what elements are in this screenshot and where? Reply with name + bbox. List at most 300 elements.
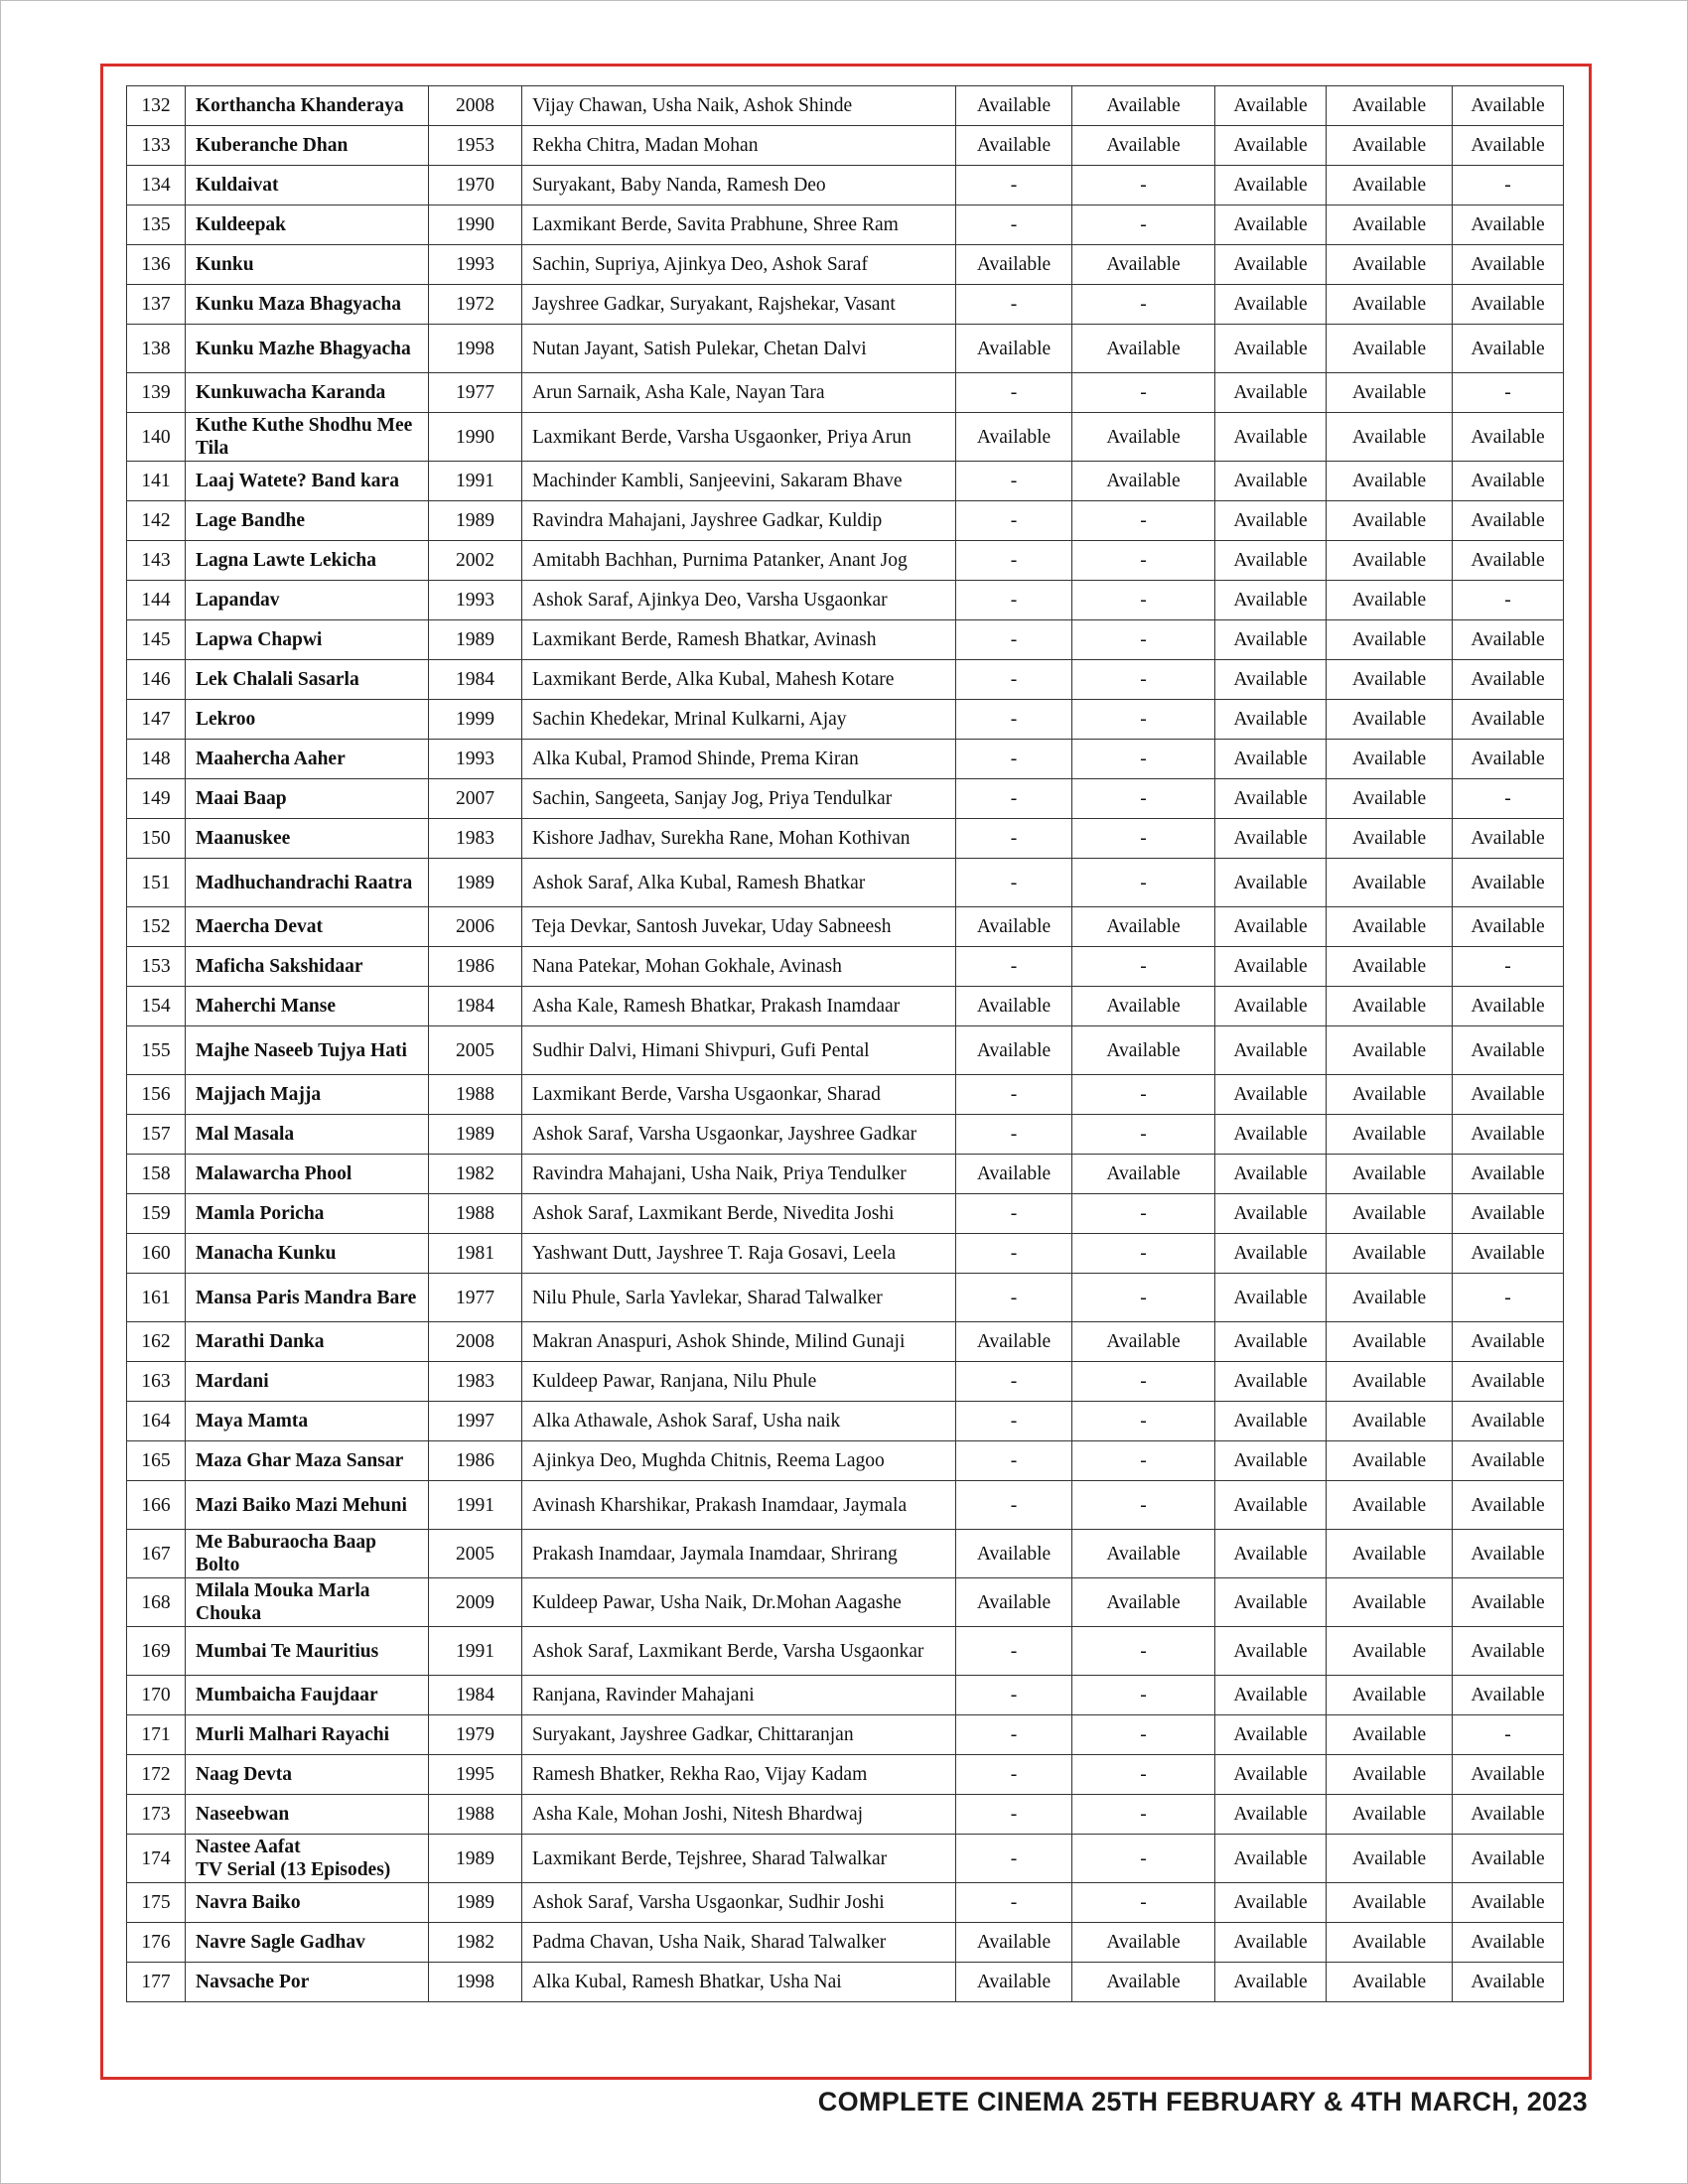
cast-cell: Laxmikant Berde, Ramesh Bhatkar, Avinash <box>522 620 956 660</box>
film-title-cell: Kuberanche Dhan <box>186 126 429 166</box>
film-title-cell: Lapandav <box>186 581 429 620</box>
availability-cell: - <box>956 1115 1072 1155</box>
availability-cell: Available <box>1453 987 1564 1026</box>
release-year-cell: 2008 <box>429 1322 522 1362</box>
availability-cell: - <box>1072 740 1215 779</box>
row-number-cell: 162 <box>127 1322 186 1362</box>
release-year-cell: 1990 <box>429 205 522 245</box>
row-number-cell: 171 <box>127 1715 186 1755</box>
table-row <box>127 1155 1564 1194</box>
availability-cell: Available <box>1215 1755 1327 1795</box>
availability-cell: Available <box>1453 325 1564 373</box>
availability-cell: Available <box>1327 779 1453 819</box>
table-row <box>127 325 1564 373</box>
cast-cell: Sachin, Supriya, Ajinkya Deo, Ashok Saraf <box>522 245 956 285</box>
film-title-cell: Kunkuwacha Karanda <box>186 373 429 413</box>
release-year-cell: 1993 <box>429 581 522 620</box>
availability-cell: - <box>1072 620 1215 660</box>
availability-cell: Available <box>1215 501 1327 541</box>
table-row <box>127 1795 1564 1835</box>
table-row <box>127 907 1564 947</box>
cast-cell: Ramesh Bhatker, Rekha Rao, Vijay Kadam <box>522 1755 956 1795</box>
availability-cell: Available <box>1327 166 1453 205</box>
table-row <box>127 819 1564 859</box>
availability-cell: - <box>1072 1274 1215 1322</box>
availability-cell: Available <box>1453 700 1564 740</box>
film-title-cell: Lagna Lawte Lekicha <box>186 541 429 581</box>
film-title-cell: Maai Baap <box>186 779 429 819</box>
availability-cell: Available <box>1215 907 1327 947</box>
film-title-cell: Mumbaicha Faujdaar <box>186 1676 429 1715</box>
availability-cell: Available <box>1215 1075 1327 1115</box>
availability-cell: - <box>956 859 1072 907</box>
availability-cell: - <box>956 1627 1072 1676</box>
table-row <box>127 987 1564 1026</box>
row-number-cell: 168 <box>127 1578 186 1627</box>
availability-cell: Available <box>1453 245 1564 285</box>
availability-cell: - <box>1072 779 1215 819</box>
availability-cell: - <box>1072 1115 1215 1155</box>
availability-cell: Available <box>956 325 1072 373</box>
row-number-cell: 155 <box>127 1026 186 1075</box>
table-row <box>127 1627 1564 1676</box>
availability-cell: Available <box>1215 620 1327 660</box>
availability-cell: Available <box>1215 779 1327 819</box>
cast-cell: Ashok Saraf, Alka Kubal, Ramesh Bhatkar <box>522 859 956 907</box>
table-row <box>127 86 1564 126</box>
table-row <box>127 1883 1564 1923</box>
cast-cell: Ranjana, Ravinder Mahajani <box>522 1676 956 1715</box>
availability-cell: Available <box>1215 1578 1327 1627</box>
availability-cell: - <box>956 700 1072 740</box>
table-row <box>127 166 1564 205</box>
availability-cell: Available <box>1453 620 1564 660</box>
row-number-cell: 174 <box>127 1835 186 1883</box>
table-row <box>127 1075 1564 1115</box>
cast-cell: Alka Kubal, Pramod Shinde, Prema Kiran <box>522 740 956 779</box>
availability-cell: Available <box>1327 1715 1453 1755</box>
availability-cell: Available <box>1215 1715 1327 1755</box>
availability-cell: Available <box>1327 1274 1453 1322</box>
cast-cell: Laxmikant Berde, Varsha Usgaonkar, Sharad <box>522 1075 956 1115</box>
cast-cell: Amitabh Bachhan, Purnima Patanker, Anant Jog <box>522 541 956 581</box>
row-number-cell: 151 <box>127 859 186 907</box>
availability-cell: Available <box>1072 413 1215 462</box>
film-title-cell: Manacha Kunku <box>186 1234 429 1274</box>
row-number-cell: 160 <box>127 1234 186 1274</box>
table-row <box>127 462 1564 501</box>
availability-cell: Available <box>1453 285 1564 325</box>
availability-cell: Available <box>1327 1402 1453 1441</box>
availability-cell: Available <box>1215 947 1327 987</box>
availability-cell: - <box>956 740 1072 779</box>
row-number-cell: 163 <box>127 1362 186 1402</box>
film-title-cell: Maanuskee <box>186 819 429 859</box>
cast-cell: Nutan Jayant, Satish Pulekar, Chetan Dalvi <box>522 325 956 373</box>
row-number-cell: 175 <box>127 1883 186 1923</box>
table-row <box>127 1115 1564 1155</box>
release-year-cell: 1989 <box>429 1883 522 1923</box>
table-row <box>127 1923 1564 1963</box>
cast-cell: Ashok Saraf, Laxmikant Berde, Varsha Usgaonkar <box>522 1627 956 1676</box>
release-year-cell: 2008 <box>429 86 522 126</box>
release-year-cell: 1986 <box>429 1441 522 1481</box>
availability-cell: Available <box>1453 1402 1564 1441</box>
table-row <box>127 1026 1564 1075</box>
release-year-cell: 1977 <box>429 1274 522 1322</box>
row-number-cell: 143 <box>127 541 186 581</box>
release-year-cell: 1972 <box>429 285 522 325</box>
row-number-cell: 157 <box>127 1115 186 1155</box>
availability-cell: - <box>1072 1441 1215 1481</box>
availability-cell: Available <box>1215 1923 1327 1963</box>
availability-cell: Available <box>1072 1923 1215 1963</box>
availability-cell: Available <box>1327 1441 1453 1481</box>
cast-cell: Sachin Khedekar, Mrinal Kulkarni, Ajay <box>522 700 956 740</box>
cast-cell: Ashok Saraf, Varsha Usgaonkar, Sudhir Joshi <box>522 1883 956 1923</box>
row-number-cell: 141 <box>127 462 186 501</box>
film-title-cell: Majjach Majja <box>186 1075 429 1115</box>
availability-cell: - <box>956 581 1072 620</box>
availability-cell: Available <box>1453 907 1564 947</box>
release-year-cell: 1984 <box>429 987 522 1026</box>
release-year-cell: 2002 <box>429 541 522 581</box>
table-row <box>127 1322 1564 1362</box>
availability-cell: Available <box>1327 1883 1453 1923</box>
availability-cell: Available <box>1327 987 1453 1026</box>
release-year-cell: 1981 <box>429 1234 522 1274</box>
availability-cell: Available <box>1327 1075 1453 1115</box>
availability-cell: - <box>1072 1075 1215 1115</box>
table-row <box>127 1194 1564 1234</box>
film-title-cell: Majhe Naseeb Tujya Hati <box>186 1026 429 1075</box>
availability-cell: Available <box>1327 1923 1453 1963</box>
film-title-cell: Lapwa Chapwi <box>186 620 429 660</box>
availability-cell: Available <box>1327 1627 1453 1676</box>
availability-cell: - <box>1072 700 1215 740</box>
availability-cell: Available <box>1215 1481 1327 1530</box>
availability-cell: Available <box>956 1963 1072 2002</box>
availability-cell: Available <box>1215 1362 1327 1402</box>
table-row <box>127 126 1564 166</box>
film-title-cell: Mumbai Te Mauritius <box>186 1627 429 1676</box>
availability-cell: - <box>956 620 1072 660</box>
row-number-cell: 137 <box>127 285 186 325</box>
table-row <box>127 1362 1564 1402</box>
availability-cell: - <box>1072 541 1215 581</box>
table-row <box>127 1715 1564 1755</box>
availability-cell: Available <box>1215 1322 1327 1362</box>
availability-cell: Available <box>1453 1322 1564 1362</box>
film-title-cell: Malawarcha Phool <box>186 1155 429 1194</box>
cast-cell: Nilu Phule, Sarla Yavlekar, Sharad Talwalker <box>522 1274 956 1322</box>
table-row <box>127 779 1564 819</box>
row-number-cell: 148 <box>127 740 186 779</box>
availability-cell: Available <box>956 1155 1072 1194</box>
table-row <box>127 1441 1564 1481</box>
row-number-cell: 170 <box>127 1676 186 1715</box>
cast-cell: Arun Sarnaik, Asha Kale, Nayan Tara <box>522 373 956 413</box>
row-number-cell: 136 <box>127 245 186 285</box>
row-number-cell: 139 <box>127 373 186 413</box>
film-title-cell: Naseebwan <box>186 1795 429 1835</box>
availability-cell: Available <box>1215 325 1327 373</box>
availability-cell: Available <box>1453 1194 1564 1234</box>
availability-cell: Available <box>1327 501 1453 541</box>
availability-cell: Available <box>1453 1755 1564 1795</box>
row-number-cell: 161 <box>127 1274 186 1322</box>
cast-cell: Laxmikant Berde, Tejshree, Sharad Talwalkar <box>522 1835 956 1883</box>
release-year-cell: 1988 <box>429 1795 522 1835</box>
availability-cell: Available <box>1215 1402 1327 1441</box>
availability-cell: Available <box>956 86 1072 126</box>
availability-cell: - <box>956 285 1072 325</box>
availability-cell: Available <box>1327 1026 1453 1075</box>
film-title-cell: Me Baburaocha Baap Bolto <box>186 1530 429 1578</box>
table-row <box>127 205 1564 245</box>
availability-cell: Available <box>956 907 1072 947</box>
availability-cell: Available <box>1215 86 1327 126</box>
availability-cell: Available <box>1453 413 1564 462</box>
release-year-cell: 1984 <box>429 1676 522 1715</box>
table-row <box>127 541 1564 581</box>
availability-cell: Available <box>1453 1963 1564 2002</box>
table-row <box>127 1402 1564 1441</box>
table-row <box>127 1755 1564 1795</box>
row-number-cell: 158 <box>127 1155 186 1194</box>
availability-cell: Available <box>1453 1578 1564 1627</box>
release-year-cell: 1988 <box>429 1194 522 1234</box>
film-title-cell: Mazi Baiko Mazi Mehuni <box>186 1481 429 1530</box>
availability-cell: - <box>1072 1883 1215 1923</box>
cast-cell: Makran Anaspuri, Ashok Shinde, Milind Gunaji <box>522 1322 956 1362</box>
table-row <box>127 620 1564 660</box>
row-number-cell: 149 <box>127 779 186 819</box>
cast-cell: Sudhir Dalvi, Himani Shivpuri, Gufi Pental <box>522 1026 956 1075</box>
availability-cell: Available <box>1215 1795 1327 1835</box>
availability-cell: Available <box>1453 1530 1564 1578</box>
row-number-cell: 165 <box>127 1441 186 1481</box>
availability-cell: Available <box>1327 245 1453 285</box>
availability-cell: Available <box>1453 1115 1564 1155</box>
table-row <box>127 1578 1564 1627</box>
release-year-cell: 1988 <box>429 1075 522 1115</box>
table-row <box>127 1676 1564 1715</box>
release-year-cell: 1999 <box>429 700 522 740</box>
cast-cell: Ravindra Mahajani, Usha Naik, Priya Tendulker <box>522 1155 956 1194</box>
table-row <box>127 947 1564 987</box>
row-number-cell: 164 <box>127 1402 186 1441</box>
availability-cell: Available <box>1072 462 1215 501</box>
release-year-cell: 1982 <box>429 1923 522 1963</box>
availability-cell: - <box>956 1402 1072 1441</box>
cast-cell: Yashwant Dutt, Jayshree T. Raja Gosavi, Leela <box>522 1234 956 1274</box>
availability-cell: Available <box>1453 205 1564 245</box>
availability-cell: - <box>956 1075 1072 1115</box>
availability-cell: - <box>1072 660 1215 700</box>
film-title-cell: Mamla Poricha <box>186 1194 429 1234</box>
film-title-cell: Marathi Danka <box>186 1322 429 1362</box>
availability-cell: Available <box>1327 620 1453 660</box>
availability-cell: Available <box>1215 373 1327 413</box>
table-row <box>127 501 1564 541</box>
availability-cell: Available <box>1215 1194 1327 1234</box>
availability-cell: Available <box>1215 462 1327 501</box>
availability-cell: Available <box>1327 1578 1453 1627</box>
table-row <box>127 373 1564 413</box>
availability-cell: Available <box>1072 126 1215 166</box>
release-year-cell: 1990 <box>429 413 522 462</box>
availability-cell: Available <box>1327 1755 1453 1795</box>
availability-cell: Available <box>1327 1795 1453 1835</box>
film-availability-table <box>126 85 1564 2002</box>
release-year-cell: 1984 <box>429 660 522 700</box>
availability-cell: Available <box>1215 245 1327 285</box>
availability-cell: Available <box>1327 947 1453 987</box>
availability-cell: - <box>1072 581 1215 620</box>
release-year-cell: 1989 <box>429 1835 522 1883</box>
release-year-cell: 1998 <box>429 325 522 373</box>
film-title-cell: Maahercha Aaher <box>186 740 429 779</box>
availability-cell: - <box>1072 1627 1215 1676</box>
availability-cell: Available <box>1215 1883 1327 1923</box>
availability-cell: Available <box>1215 700 1327 740</box>
cast-cell: Suryakant, Jayshree Gadkar, Chittaranjan <box>522 1715 956 1755</box>
cast-cell: Laxmikant Berde, Savita Prabhune, Shree Ram <box>522 205 956 245</box>
cast-cell: Alka Athawale, Ashok Saraf, Usha naik <box>522 1402 956 1441</box>
film-title-cell: Naag Devta <box>186 1755 429 1795</box>
availability-cell: Available <box>1327 1963 1453 2002</box>
availability-cell: Available <box>1327 205 1453 245</box>
availability-cell: Available <box>1453 1676 1564 1715</box>
availability-cell: Available <box>1327 907 1453 947</box>
cast-cell: Vijay Chawan, Usha Naik, Ashok Shinde <box>522 86 956 126</box>
availability-cell: Available <box>1327 413 1453 462</box>
table-row <box>127 1963 1564 2002</box>
availability-cell: Available <box>1453 541 1564 581</box>
availability-cell: Available <box>1453 740 1564 779</box>
row-number-cell: 135 <box>127 205 186 245</box>
film-title-cell: Korthancha Khanderaya <box>186 86 429 126</box>
availability-cell: Available <box>1215 413 1327 462</box>
availability-cell: - <box>1072 373 1215 413</box>
availability-cell: Available <box>1215 1234 1327 1274</box>
film-title-cell: Navre Sagle Gadhav <box>186 1923 429 1963</box>
row-number-cell: 146 <box>127 660 186 700</box>
table-row <box>127 245 1564 285</box>
row-number-cell: 145 <box>127 620 186 660</box>
availability-cell: Available <box>1215 740 1327 779</box>
cast-cell: Kuldeep Pawar, Ranjana, Nilu Phule <box>522 1362 956 1402</box>
cast-cell: Nana Patekar, Mohan Gokhale, Avinash <box>522 947 956 987</box>
cast-cell: Jayshree Gadkar, Suryakant, Rajshekar, Vasant <box>522 285 956 325</box>
availability-cell: Available <box>1453 1627 1564 1676</box>
release-year-cell: 2006 <box>429 907 522 947</box>
availability-cell: - <box>1072 859 1215 907</box>
row-number-cell: 153 <box>127 947 186 987</box>
availability-cell: - <box>956 1441 1072 1481</box>
availability-cell: Available <box>956 1530 1072 1578</box>
availability-cell: Available <box>1215 1026 1327 1075</box>
availability-cell: Available <box>1072 325 1215 373</box>
cast-cell: Rekha Chitra, Madan Mohan <box>522 126 956 166</box>
availability-cell: - <box>956 1883 1072 1923</box>
availability-cell: - <box>1453 1715 1564 1755</box>
availability-cell: Available <box>1072 907 1215 947</box>
film-title-cell: Kuldeepak <box>186 205 429 245</box>
availability-cell: Available <box>1327 373 1453 413</box>
table-row <box>127 660 1564 700</box>
availability-cell: - <box>1072 166 1215 205</box>
availability-cell: Available <box>1215 1274 1327 1322</box>
row-number-cell: 133 <box>127 126 186 166</box>
film-title-cell: Mansa Paris Mandra Bare <box>186 1274 429 1322</box>
availability-cell: Available <box>1327 1362 1453 1402</box>
release-year-cell: 1986 <box>429 947 522 987</box>
release-year-cell: 1983 <box>429 1362 522 1402</box>
cast-cell: Padma Chavan, Usha Naik, Sharad Talwalker <box>522 1923 956 1963</box>
film-title-cell: Murli Malhari Rayachi <box>186 1715 429 1755</box>
row-number-cell: 132 <box>127 86 186 126</box>
availability-cell: Available <box>1453 859 1564 907</box>
row-number-cell: 167 <box>127 1530 186 1578</box>
availability-cell: Available <box>1327 541 1453 581</box>
release-year-cell: 2007 <box>429 779 522 819</box>
availability-cell: Available <box>1327 819 1453 859</box>
availability-cell: Available <box>1215 660 1327 700</box>
cast-cell: Machinder Kambli, Sanjeevini, Sakaram Bhave <box>522 462 956 501</box>
availability-cell: Available <box>1453 1883 1564 1923</box>
cast-cell: Asha Kale, Ramesh Bhatkar, Prakash Inamdaar <box>522 987 956 1026</box>
cast-cell: Suryakant, Baby Nanda, Ramesh Deo <box>522 166 956 205</box>
availability-cell: - <box>1072 1481 1215 1530</box>
cast-cell: Avinash Kharshikar, Prakash Inamdaar, Jaymala <box>522 1481 956 1530</box>
cast-cell: Teja Devkar, Santosh Juvekar, Uday Sabneesh <box>522 907 956 947</box>
row-number-cell: 144 <box>127 581 186 620</box>
availability-cell: - <box>956 373 1072 413</box>
release-year-cell: 1983 <box>429 819 522 859</box>
availability-cell: Available <box>1215 1115 1327 1155</box>
release-year-cell: 1977 <box>429 373 522 413</box>
availability-cell: Available <box>956 1923 1072 1963</box>
release-year-cell: 1989 <box>429 501 522 541</box>
availability-cell: - <box>1072 1755 1215 1795</box>
availability-cell: Available <box>1453 462 1564 501</box>
availability-cell: - <box>1072 501 1215 541</box>
release-year-cell: 1991 <box>429 462 522 501</box>
film-title-cell: Navra Baiko <box>186 1883 429 1923</box>
table-row <box>127 1481 1564 1530</box>
release-year-cell: 1997 <box>429 1402 522 1441</box>
availability-cell: - <box>1072 947 1215 987</box>
availability-cell: - <box>1072 1715 1215 1755</box>
availability-cell: - <box>1453 779 1564 819</box>
availability-cell: - <box>956 1755 1072 1795</box>
film-title-cell: Kunku <box>186 245 429 285</box>
availability-cell: Available <box>1215 1676 1327 1715</box>
release-year-cell: 1982 <box>429 1155 522 1194</box>
table-row <box>127 1530 1564 1578</box>
availability-cell: - <box>956 1835 1072 1883</box>
availability-cell: Available <box>1072 1155 1215 1194</box>
cast-cell: Ashok Saraf, Ajinkya Deo, Varsha Usgaonkar <box>522 581 956 620</box>
film-title-cell: Lage Bandhe <box>186 501 429 541</box>
availability-cell: Available <box>1327 700 1453 740</box>
footer-caption: COMPLETE CINEMA 25TH FEBRUARY & 4TH MARCH, 2023 <box>817 2087 1588 2116</box>
row-number-cell: 150 <box>127 819 186 859</box>
availability-cell: Available <box>1327 660 1453 700</box>
availability-cell: - <box>956 1715 1072 1755</box>
